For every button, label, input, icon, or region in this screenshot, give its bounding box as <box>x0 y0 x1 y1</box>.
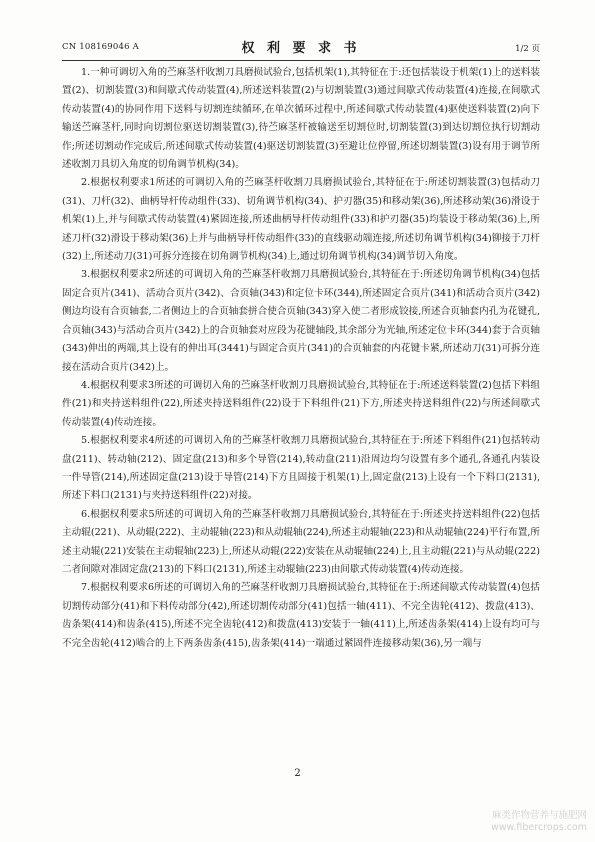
page-number: 2 <box>294 768 301 779</box>
page-header <box>62 34 540 58</box>
watermark-line-2: www.fibercrops.com <box>490 822 587 833</box>
watermark-line-1: 麻类作物营养与施肥网 <box>491 810 587 821</box>
document-title: 权 利 要 求 书 <box>241 41 361 56</box>
page-indicator: 1/2 页 <box>515 44 540 54</box>
claim-2: 2.根据权利要求1所述的可调切入角的苎麻茎杆收割刀具磨损试验台,其特征在于:所述切割装置(3)包括动刀(31)、刀杆(32)、曲柄导杆传动组件(33)、切角调节机构(34)、护刃器(35)和移动架(36),所述移动架(36)滑设于机架(1)上,并与间歇式传动装置(4)紧固连接,所述曲柄导杆传动组件(33)和护刃器(35)均装设于移动架(36)上,所述刀杆(32)滑设于移动架(36)上并与曲柄导杆传动组件(33)的直线驱动端连接,所述切角调节机构(34)铆接于刀杆(32)上,所述动刀(31)可拆分连接在切角调节机构(34)上,通过切角调节机构(34)调节切入角度。 <box>62 177 540 263</box>
claim-3: 3.根据权利要求2所述的可调切入角的苎麻茎杆收割刀具磨损试验台,其特征在于:所述切角调节机构(34)包括固定合页片(341)、活动合页片(342)、合页轴(343)和定位卡环(344),所述固定合页片(341)和活动合页片(342)侧边均设有合页轴套,二者侧边上的合页轴套拼合使合页轴(343)穿入使二者形成铰接,所述合页轴套内孔为花键孔,合页轴(343)与活动合页片(342)上的合页轴套对应段为花键轴段,其余部分为光轴,所述定位卡环(344)套于合页轴(343)伸出的两端,其上设有的伸出耳(3441)与固定合页片(341)的合页轴套的内花键卡紧,所述动刀(31)可拆分连接在活动合页片(342)上。 <box>62 269 540 373</box>
claim-1: 1.一种可调切入角的苎麻茎杆收割刀具磨损试验台,包括机架(1),其特征在于:还包括装设于机架(1)上的送料装置(2)、切割装置(3)和间歇式传动装置(4),所述送料装置(2)与切割装置(3)通过间歇式传动装置(4)连接,在间歇式传动装置(4)的协同作用下送料与切割连续循环,在单次循环过程中,所述间歇式传动装置(4)驱使送料装置(2)向下输送苎麻茎杆,同时向切割位驱送切割装置(3),待苎麻茎杆被输送至切割位时,切割装置(3)到达切割位执行切割动作;所述切割动作完成后,所述间歇式传动装置(4)驱送切割装置(3)至避让位停留,所述切割装置(3)设有用于调节所述收割刀具切入角度的切角调节机构(34)。 <box>62 67 540 171</box>
claim-5: 5.根据权利要求4所述的可调切入角的苎麻茎杆收割刀具磨损试验台,其特征在于:所述下料组件(21)包括转动盘(211)、转动轴(212)、固定盘(213)和多个导管(214),转动盘(211)沿周边均匀设置有多个通孔,各通孔内装设一件导管(214),所述固定盘(213)设于导管(214)下方且固接于机架(1)上,固定盘(213)上设有一个下料口(2131),所述下料口(2131)与夹持送料组件(22)对接。 <box>62 435 540 502</box>
claim-4: 4.根据权利要求3所述的可调切入角的苎麻茎杆收割刀具磨损试验台,其特征在于:所述送料装置(2)包括下料组件(21)和夹持送料组件(22),所述夹持送料组件(22)设于下料组件(21)下方,所述夹持送料组件(22)与所述间歇式传动装置(4)传动连接。 <box>62 379 540 428</box>
claims-body <box>62 64 540 653</box>
claim-7: 7.根据权利要求6所述的可调切入角的苎麻茎杆收割刀具磨损试验台,其特征在于:所述间歇式传动装置(4)包括切割传动部分(41)和下料传动部分(42),所述切割传动部分(41)包括一轴(411)、不完全齿轮(412)、拨盘(413)、齿条架(414)和齿条(415),所述不完全齿轮(412)和拨盘(413)安装于一轴(411)上,所述齿条架(414)上设有均可与不完全齿轮(412)啮合的上下两条齿条(415),齿条架(414)一端通过紧固件连接移动架(36),另一端与 <box>62 582 540 649</box>
watermark <box>491 810 587 834</box>
claim-6: 6.根据权利要求5所述的可调切入角的苎麻茎杆收割刀具磨损试验台,其特征在于:所述夹持送料组件(22)包括主动辊(221)、从动辊(222)、主动辊轴(223)和从动辊轴(224),所述主动辊轴(223)和从动辊轴(224)平行布置,所述主动辊(221)安装在主动辊轴(223)上,所述从动辊(222)安装在从动辊轴(224)上,且主动辊(221)与从动辊(222)二者间隙对准固定盘(213)的下料口(2131),所述主动辊轴(223)由间歇式传动装置(4)传动连接。 <box>62 508 540 575</box>
patent-number: CN 108169046 A <box>62 42 139 52</box>
header-divider <box>62 60 540 61</box>
